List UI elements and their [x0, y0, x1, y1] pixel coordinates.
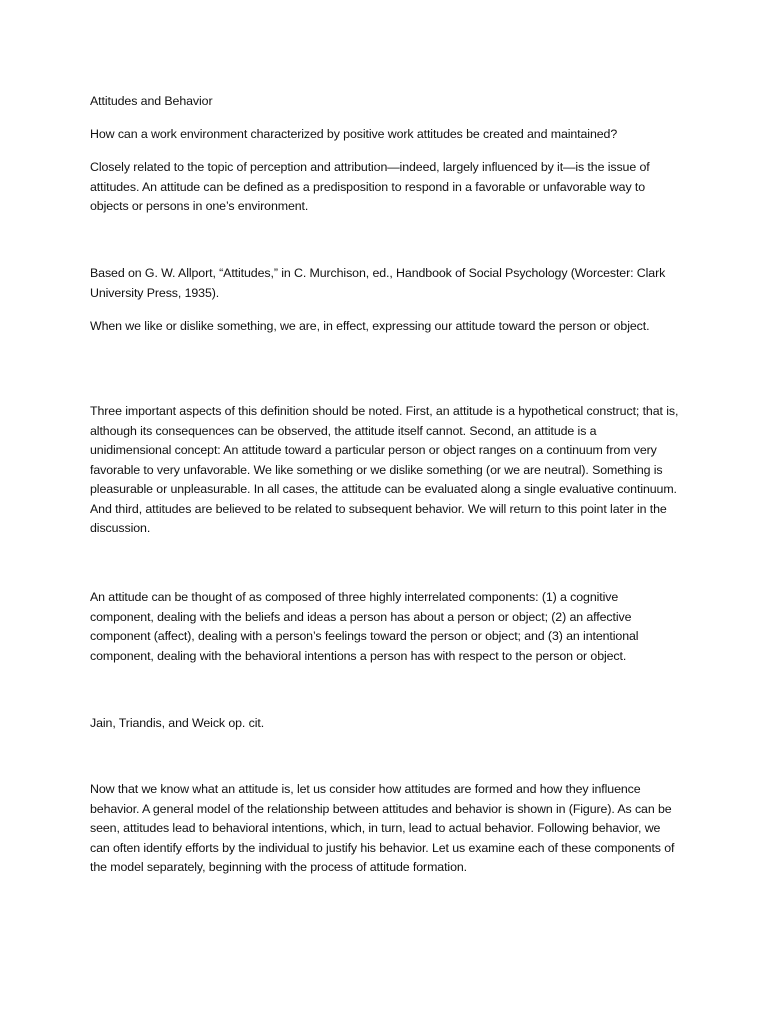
paragraph-like-dislike: When we like or dislike something, we are, in effect, expressing our attitude toward the person or object. — [90, 319, 650, 333]
citation-jain: Jain, Triandis, and Weick op. cit. — [90, 716, 265, 730]
citation-allport: Based on G. W. Allport, “Attitudes,” in C. Murchison, ed., Handbook of Social Psychology (Worcester: Clark University Press, 1935). — [90, 266, 666, 300]
paragraph-three-aspects: Three important aspects of this definition should be noted. First, an attitude is a hypothetical construct; that is, although its consequences can be observed, the attitude itself cannot. Second, an attitude is a unidimensional concept: An attitude toward a particular person or object ranges on a continuum from very favorable to very unfavorable. We like something or we dislike something (or we are neutral). Something is pleasurable or unpleasurable. In all cases, the attitude can be evaluated along a single evaluative continuum. And third, attitudes are believed to be related to subsequent behavior. We will return to this point later in the discussion. — [90, 404, 679, 535]
paragraph-model: Now that we know what an attitude is, let us consider how attitudes are formed and how they influence behavior. A general model of the relationship between attitudes and behavior is shown in (Figure). As can be seen, attitudes lead to behavioral intentions, which, in turn, lead to actual behavior. Following behavior, we can often identify efforts by the individual to justify his behavior. Let us examine each of these components of the model separately, beginning with the process of attitude formation. — [90, 782, 675, 874]
intro-question: How can a work environment characterized by positive work attitudes be created and maintained? — [90, 127, 618, 141]
paragraph-components: An attitude can be thought of as composed of three highly interrelated components: (1) a cognitive component, dealing with the beliefs and ideas a person has about a person or object; (2) an affective component (affect), dealing with a person’s feelings toward the person or object; and (3) an intentional component, dealing with the behavioral intentions a person has with respect to the person or object. — [90, 590, 639, 663]
document-title: Attitudes and Behavior — [90, 94, 213, 108]
paragraph-definition: Closely related to the topic of perception and attribution—indeed, largely influenced by it—is the issue of attitudes. An attitude can be defined as a predisposition to respond in a favorable or unfavorable way to objects or persons in one’s environment. — [90, 160, 650, 213]
